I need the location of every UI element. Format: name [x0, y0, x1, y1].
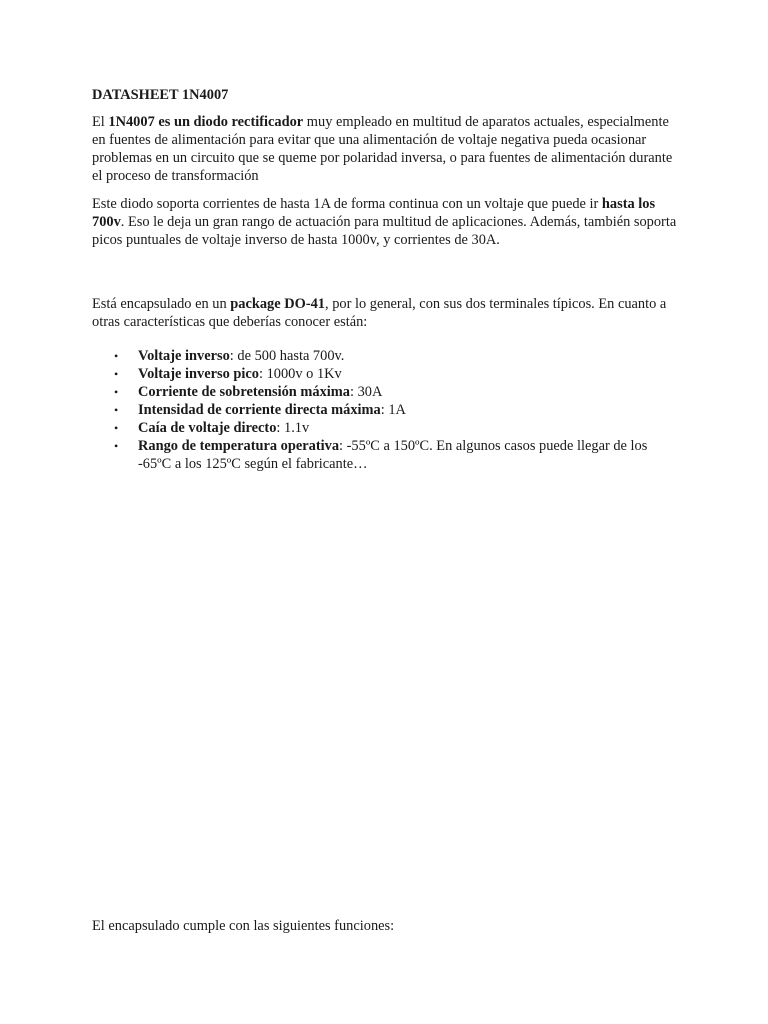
- feature-item-temperature-range: [92, 437, 682, 473]
- feature-label: Intensidad de corriente directa máxima: [138, 402, 381, 418]
- features-list: [92, 347, 682, 473]
- feature-item-reverse-voltage: [92, 347, 682, 365]
- feature-item-peak-reverse-voltage: [92, 365, 682, 383]
- feature-value: : -55ºC a 150ºC. En algunos casos puede llegar de los -65ºC a los 125ºC según el fabricante…: [138, 438, 648, 472]
- bullet-icon: •: [114, 439, 119, 453]
- package-text-1: Está encapsulado en un: [92, 296, 231, 312]
- feature-item-surge-current: [92, 383, 682, 401]
- package-bold: package DO-41: [230, 296, 325, 312]
- intro-paragraph: [92, 113, 682, 185]
- functions-intro: El encapsulado cumple con las siguientes funciones:: [92, 918, 395, 934]
- feature-item-forward-voltage-drop: [92, 419, 682, 437]
- feature-value: : de 500 hasta 700v.: [229, 348, 345, 364]
- bullet-icon: •: [114, 421, 119, 435]
- intro-text-1: El: [92, 114, 109, 130]
- package-text-2: , por lo general, con sus dos terminales típicos. En cuanto a otras características que deberías conocer están:: [92, 296, 667, 330]
- feature-value: : 1.1v: [276, 420, 310, 436]
- feature-label: Voltaje inverso: [138, 348, 230, 364]
- feature-label: Rango de temperatura operativa: [138, 438, 340, 454]
- document-title: DATASHEET 1N4007: [92, 87, 229, 103]
- feature-label: Caía de voltaje directo: [138, 420, 277, 436]
- feature-label: Corriente de sobretensión máxima: [138, 384, 350, 400]
- current-bold: hasta los 700v: [92, 196, 656, 230]
- intro-text-2: muy empleado en multitud de aparatos actuales, especialmente en fuentes de alimentación para evitar que una alimentación de voltaje negativa pueda ocasionar problemas en un circuito que se queme por polaridad inversa, o para fuentes de alimentación durante el proceso de transformación: [92, 114, 673, 184]
- bullet-icon: •: [114, 403, 119, 417]
- feature-value: : 1A: [380, 402, 406, 418]
- current-text-1: Este diodo soporta corrientes de hasta 1A de forma continua con un voltaje que puede ir: [92, 196, 602, 212]
- bullet-icon: •: [114, 349, 119, 363]
- feature-value: : 30A: [349, 384, 383, 400]
- current-text-2: . Eso le deja un gran rango de actuación para multitud de aplicaciones. Además, también soporta picos puntuales de voltaje inverso de hasta 1000v, y corrientes de 30A.: [92, 214, 677, 248]
- bullet-icon: •: [114, 385, 119, 399]
- current-paragraph: [92, 195, 682, 249]
- bullet-icon: •: [114, 367, 119, 381]
- intro-bold: 1N4007 es un diodo rectificador: [108, 114, 304, 130]
- package-paragraph: [92, 295, 682, 331]
- feature-item-forward-current: [92, 401, 682, 419]
- feature-value: : 1000v o 1Kv: [258, 366, 342, 382]
- feature-label: Voltaje inverso pico: [138, 366, 259, 382]
